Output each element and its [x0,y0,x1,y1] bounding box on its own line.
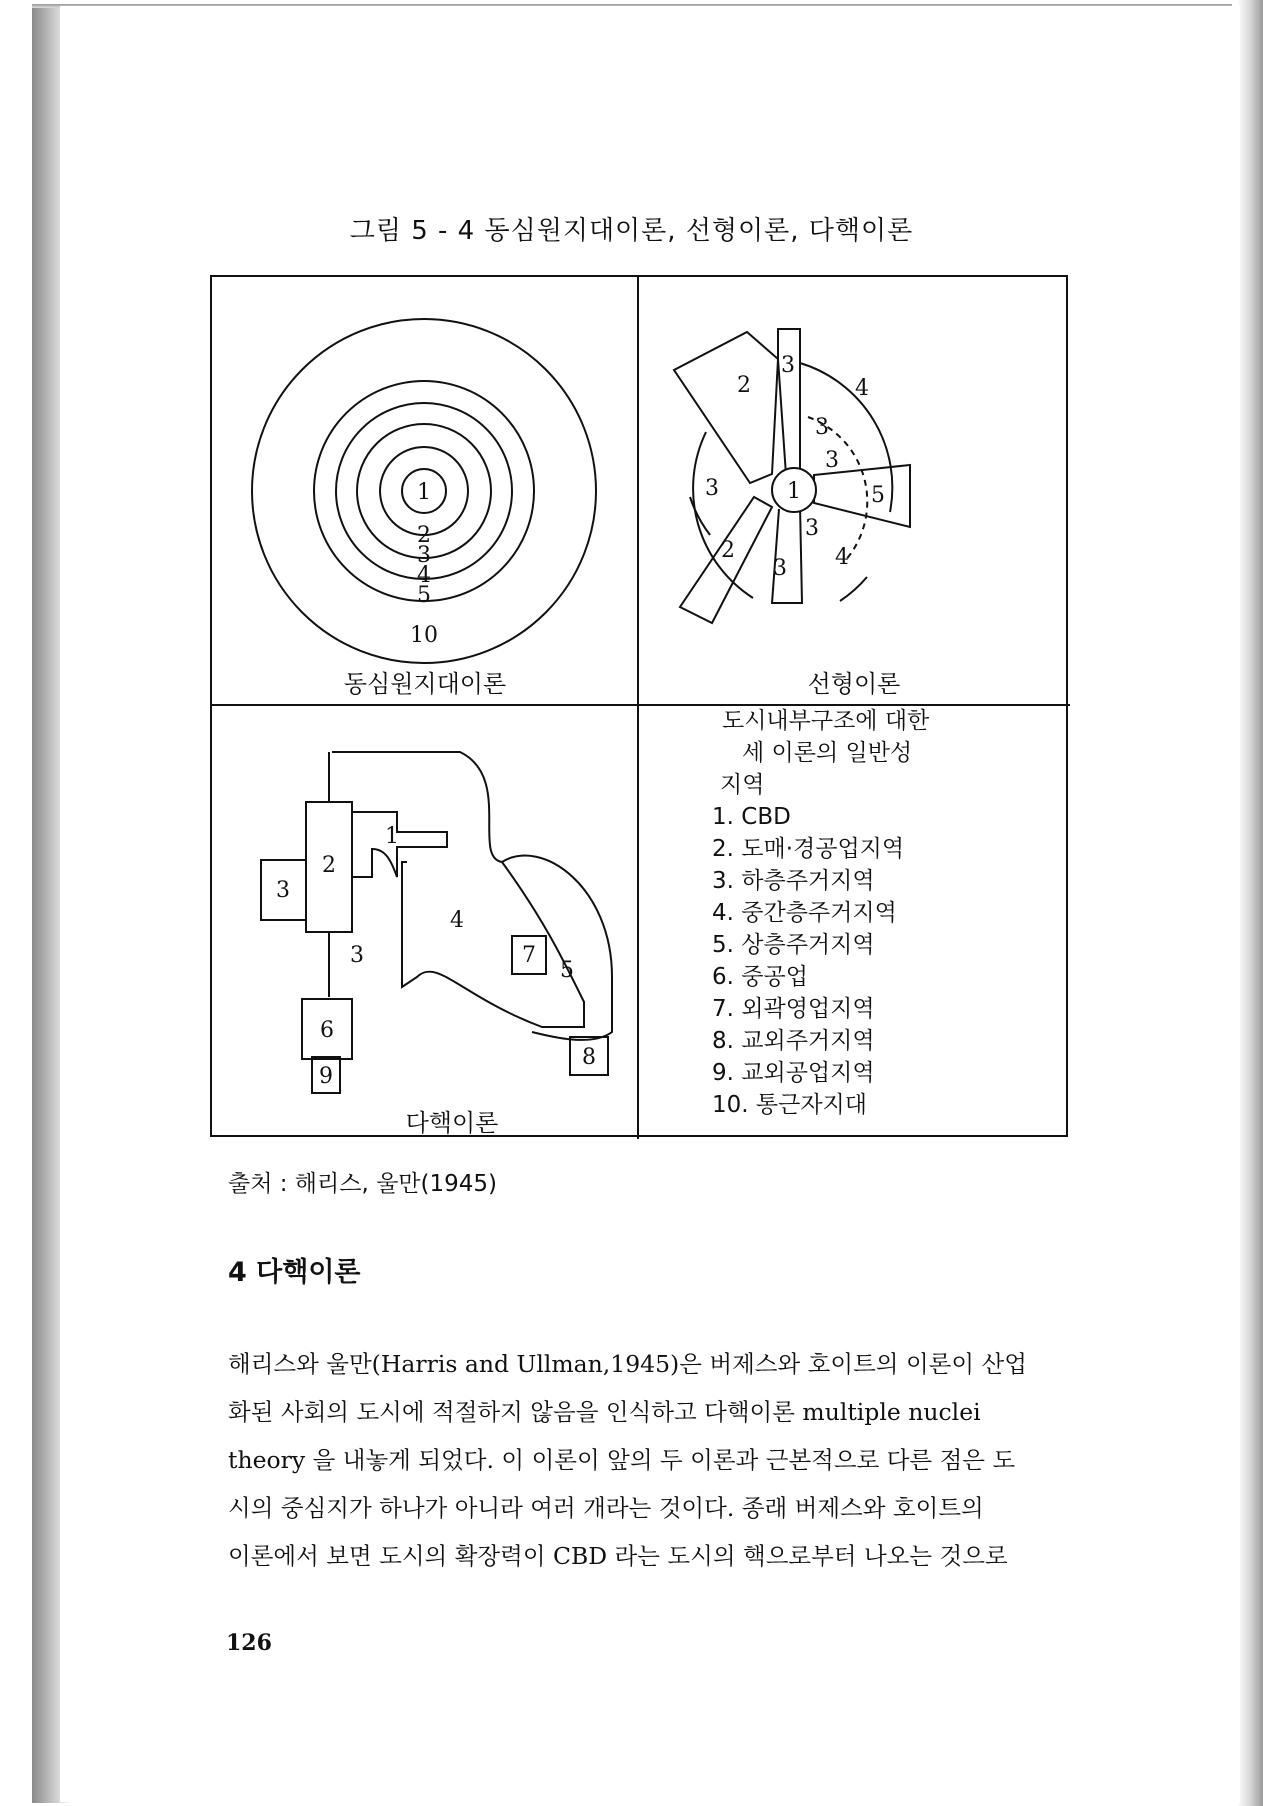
legend-item: 3. 하층주거지역 [712,868,875,894]
legend-item: 9. 교외공업지역 [712,1060,875,1086]
legend-list [712,801,929,1121]
legend-heading: 도시내부구조에 대한 [722,708,930,734]
sector-label: 3 [781,353,795,378]
figure-diagrams [212,277,1070,1139]
sector-label: 2 [737,373,751,398]
sector-wedge-3-top [778,329,800,475]
body-line: theory 을 내놓게 되었다. 이 이론이 앞의 두 이론과 근본적으로 다른 점은 도 [228,1446,1016,1474]
legend-item: 1. CBD [712,804,791,830]
sector-label: 2 [721,538,735,563]
concentric-label: 2 [417,523,431,548]
concentric-label: 10 [410,623,438,648]
sector-caption: 선형이론 [807,670,901,698]
sector-label: 1 [787,479,801,504]
sector-wedge-2-top [674,332,778,483]
legend-item: 4. 중간층주거지역 [712,900,897,926]
nuclei-label: 8 [582,1045,596,1070]
figure-source: 출처 : 해리스, 울만(1945) [228,1171,497,1197]
body-line: 해리스와 울만(Harris and Ullman,1945)은 버제스와 호이트의 이론이 산업 [228,1350,1027,1378]
sector-label: 3 [705,476,719,501]
page-number: 126 [226,1630,272,1656]
legend-item: 5. 상층주거지역 [712,932,875,958]
figure-frame [210,275,1068,1137]
sector-label: 5 [871,483,885,508]
legend-item: 2. 도매·경공업지역 [712,836,905,862]
legend-subheading: 지역 [720,772,765,798]
legend-item: 7. 외곽영업지역 [712,996,875,1022]
figure-title: 그림 5 - 4 동심원지대이론, 선형이론, 다핵이론 [349,216,914,246]
legend-item: 10. 통근자지대 [712,1092,867,1118]
sector-wedge-3-bottom [772,505,802,603]
sector-label: 3 [815,415,829,440]
nuclei-label: 4 [450,908,464,933]
multiple-nuclei-diagram [261,752,612,1093]
figure-legend [712,705,929,1121]
sector-label: 4 [835,545,849,570]
concentric-label: 4 [417,563,431,588]
body-line: 화된 사회의 도시에 적절하지 않음을 인식하고 다핵이론 multiple nuclei [228,1398,981,1426]
nuclei-box-1 [352,812,447,877]
concentric-label: 1 [417,480,431,505]
body-line: 이론에서 보면 도시의 확장력이 CBD 라는 도시의 핵으로부터 나오는 것으로 [228,1542,1008,1570]
nuclei-label: 3 [276,878,290,903]
concentric-label: 5 [417,583,431,608]
nuclei-label: 2 [322,853,336,878]
nuclei-caption: 다핵이론 [405,1109,499,1137]
sector-label: 3 [825,448,839,473]
concentric-label: 3 [417,543,431,568]
sector-outer-arc-4b [840,577,867,601]
nuclei-label: 7 [522,943,536,968]
nuclei-label: 6 [320,1018,334,1043]
sector-label: 3 [805,516,819,541]
legend-item: 6. 중공업 [712,964,808,990]
nuclei-zone-4-outline [332,752,584,1027]
nuclei-label: 1 [385,824,399,849]
nuclei-label: 9 [319,1064,333,1089]
section-heading: 4 다핵이론 [228,1257,361,1288]
legend-heading: 세 이론의 일반성 [742,740,913,766]
concentric-caption: 동심원지대이론 [343,670,507,698]
sector-label: 3 [773,556,787,581]
legend-item: 8. 교외주거지역 [712,1028,875,1054]
body-paragraph [228,1340,1083,1580]
nuclei-label: 5 [560,958,574,983]
body-line: 시의 중심지가 하나가 아니라 여러 개라는 것이다. 종래 버제스와 호이트의 [228,1494,984,1522]
nuclei-label: 3 [350,943,364,968]
sector-label: 4 [855,376,869,401]
page-edge-shadow [1237,0,1263,1806]
